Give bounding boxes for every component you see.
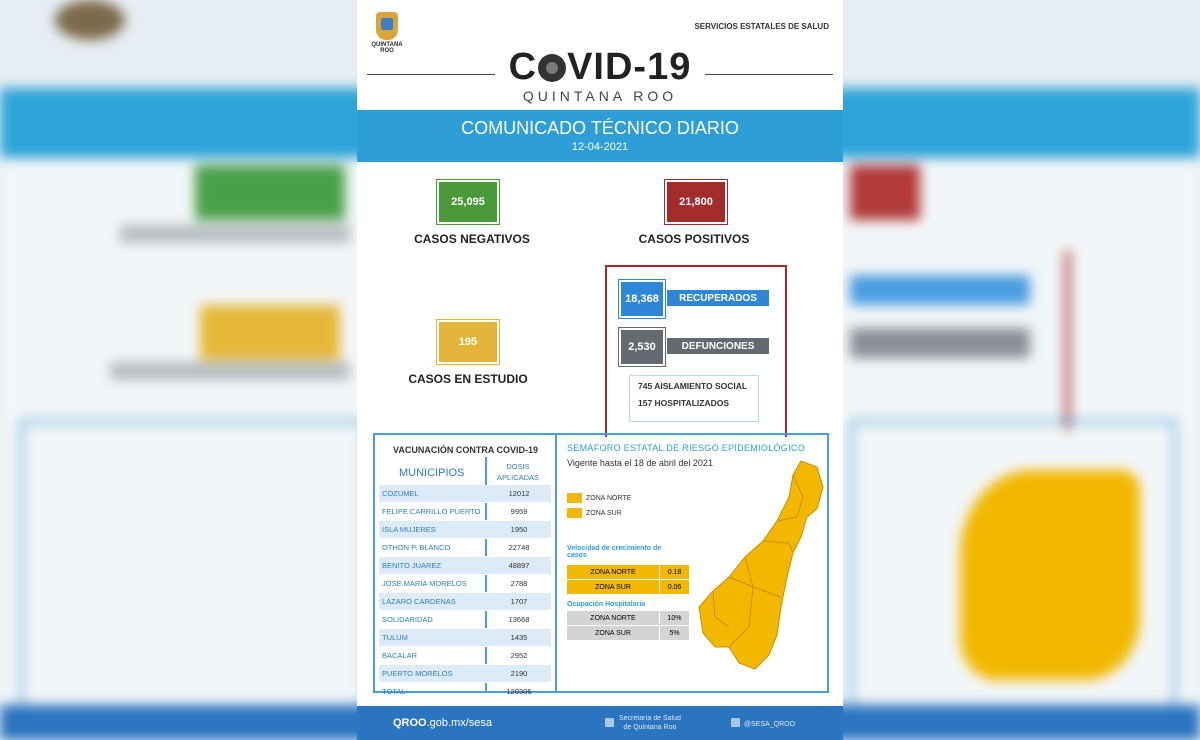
municipio-name: TULUM	[382, 633, 408, 642]
table-row	[379, 629, 551, 647]
table-row	[379, 593, 551, 611]
table-row: ZONA NORTE 0.18	[567, 565, 689, 580]
isolation-count: 745 AISLAMIENTO SOCIAL	[638, 381, 748, 391]
twitter-icon	[731, 718, 740, 727]
info-panel	[373, 433, 829, 696]
table-row: ZONA SUR 0.06	[567, 580, 689, 595]
dosis-value: 2190	[510, 669, 528, 678]
table-row	[379, 503, 551, 521]
municipio-name: JOSE MARIA MORELOS	[382, 579, 467, 588]
covid-subtitle: QUINTANA ROO	[522, 88, 678, 104]
sesa-label: SERVICIOS ESTATALES DE SALUD	[694, 22, 829, 31]
dosis-value: 2952	[510, 651, 528, 660]
dosis-value: 12012	[508, 489, 530, 498]
table-row	[379, 683, 551, 701]
table-row	[379, 521, 551, 539]
website-link[interactable]: QROO.gob.mx/sesa	[393, 717, 493, 729]
hospitalized-count: 157 HOSPITALIZADOS	[638, 398, 729, 408]
municipio-name: BENITO JUAREZ	[382, 561, 442, 570]
vaccination-section	[375, 435, 557, 696]
covid-poster	[357, 0, 843, 740]
municipio-name: FELIPE CARRILLO PUERTO	[382, 507, 481, 516]
table-row: ZONA NORTE 10%	[567, 611, 689, 626]
active-cases-box	[629, 375, 759, 422]
vaccination-title: VACUNACIÓN CONTRA COVID-19	[393, 445, 539, 455]
dosis-value: 1707	[510, 597, 528, 606]
legend-norte: ZONA NORTE	[567, 493, 631, 503]
dosis-value: 22748	[508, 543, 530, 552]
vaccination-table	[379, 485, 551, 701]
dosis-value: 48897	[508, 561, 530, 570]
table-row	[379, 575, 551, 593]
banner-date: 12-04-2021	[571, 141, 629, 153]
covid-title: C VID-19	[508, 46, 692, 88]
dosis-value: 2788	[510, 579, 528, 588]
municipio-name: LAZARO CARDENAS	[382, 597, 456, 606]
semaforo-validity: Vigente hasta el 18 de abril del 2021	[567, 458, 713, 468]
negative-cases-label: CASOS NEGATIVOS	[414, 232, 530, 246]
logo-text: QUINTANA ROO	[371, 42, 403, 54]
municipio-name: BACALAR	[382, 651, 418, 660]
report-banner	[357, 110, 843, 162]
municipios-header: MUNICIPIOS	[399, 467, 465, 479]
legend-sur: ZONA SUR	[567, 508, 622, 518]
shield-icon	[376, 12, 398, 40]
deaths-label: DEFUNCIONES	[667, 338, 769, 354]
footer	[357, 706, 843, 740]
banner-title: COMUNICADO TÉCNICO DIARIO	[461, 118, 739, 138]
study-cases-label: CASOS EN ESTUDIO	[408, 372, 528, 386]
table-row: ZONA SUR 5%	[567, 626, 689, 641]
deaths-value: 2,530	[619, 328, 665, 366]
positive-cases-label: CASOS POSITIVOS	[638, 232, 750, 246]
virus-icon	[538, 54, 566, 82]
dosis-value: 120306	[506, 687, 532, 696]
twitter-link[interactable]: @SESA_QROO	[731, 718, 795, 728]
study-cases-value: 195	[437, 320, 499, 364]
recovered-label: RECUPERADOS	[667, 290, 769, 306]
growth-title: Velocidad de crecimiento de casos	[567, 545, 662, 559]
municipio-name: OTHON P. BLANCO	[382, 543, 451, 552]
table-row	[379, 557, 551, 575]
semaforo-title: SEMÁFORO ESTATAL DE RIESGO EPIDEMIOLÓGICO	[567, 443, 806, 453]
table-row	[379, 485, 551, 503]
municipio-name: COZUMEL	[382, 489, 419, 498]
table-row	[379, 647, 551, 665]
recovered-value: 18,368	[619, 280, 665, 318]
growth-table	[567, 565, 689, 595]
positive-cases-value: 21,800	[665, 180, 727, 224]
dosis-value: 1950	[510, 525, 528, 534]
facebook-icon	[605, 718, 614, 727]
table-row	[379, 539, 551, 557]
semaforo-section	[557, 435, 827, 691]
dosis-value: 13668	[508, 615, 530, 624]
dosis-value: 1435	[510, 633, 528, 642]
dosis-header: DOSIS APLICADAS	[496, 462, 540, 482]
municipio-name: ISLA MUJERES	[382, 525, 436, 534]
occupancy-table	[567, 611, 689, 641]
table-row	[379, 665, 551, 683]
facebook-link[interactable]: Secretaría de Salud de Quintana Roo	[619, 714, 681, 732]
municipio-name: PUERTO MORELOS	[382, 669, 453, 678]
quintana-roo-map	[693, 457, 827, 671]
negative-cases-value: 25,095	[437, 180, 499, 224]
dosis-value: 9959	[510, 507, 528, 516]
occupancy-title: Ocupación Hospitalaria	[567, 601, 646, 608]
table-row	[379, 611, 551, 629]
municipio-name: SOLIDARIDAD	[382, 615, 433, 624]
municipio-name: TOTAL	[382, 687, 406, 696]
